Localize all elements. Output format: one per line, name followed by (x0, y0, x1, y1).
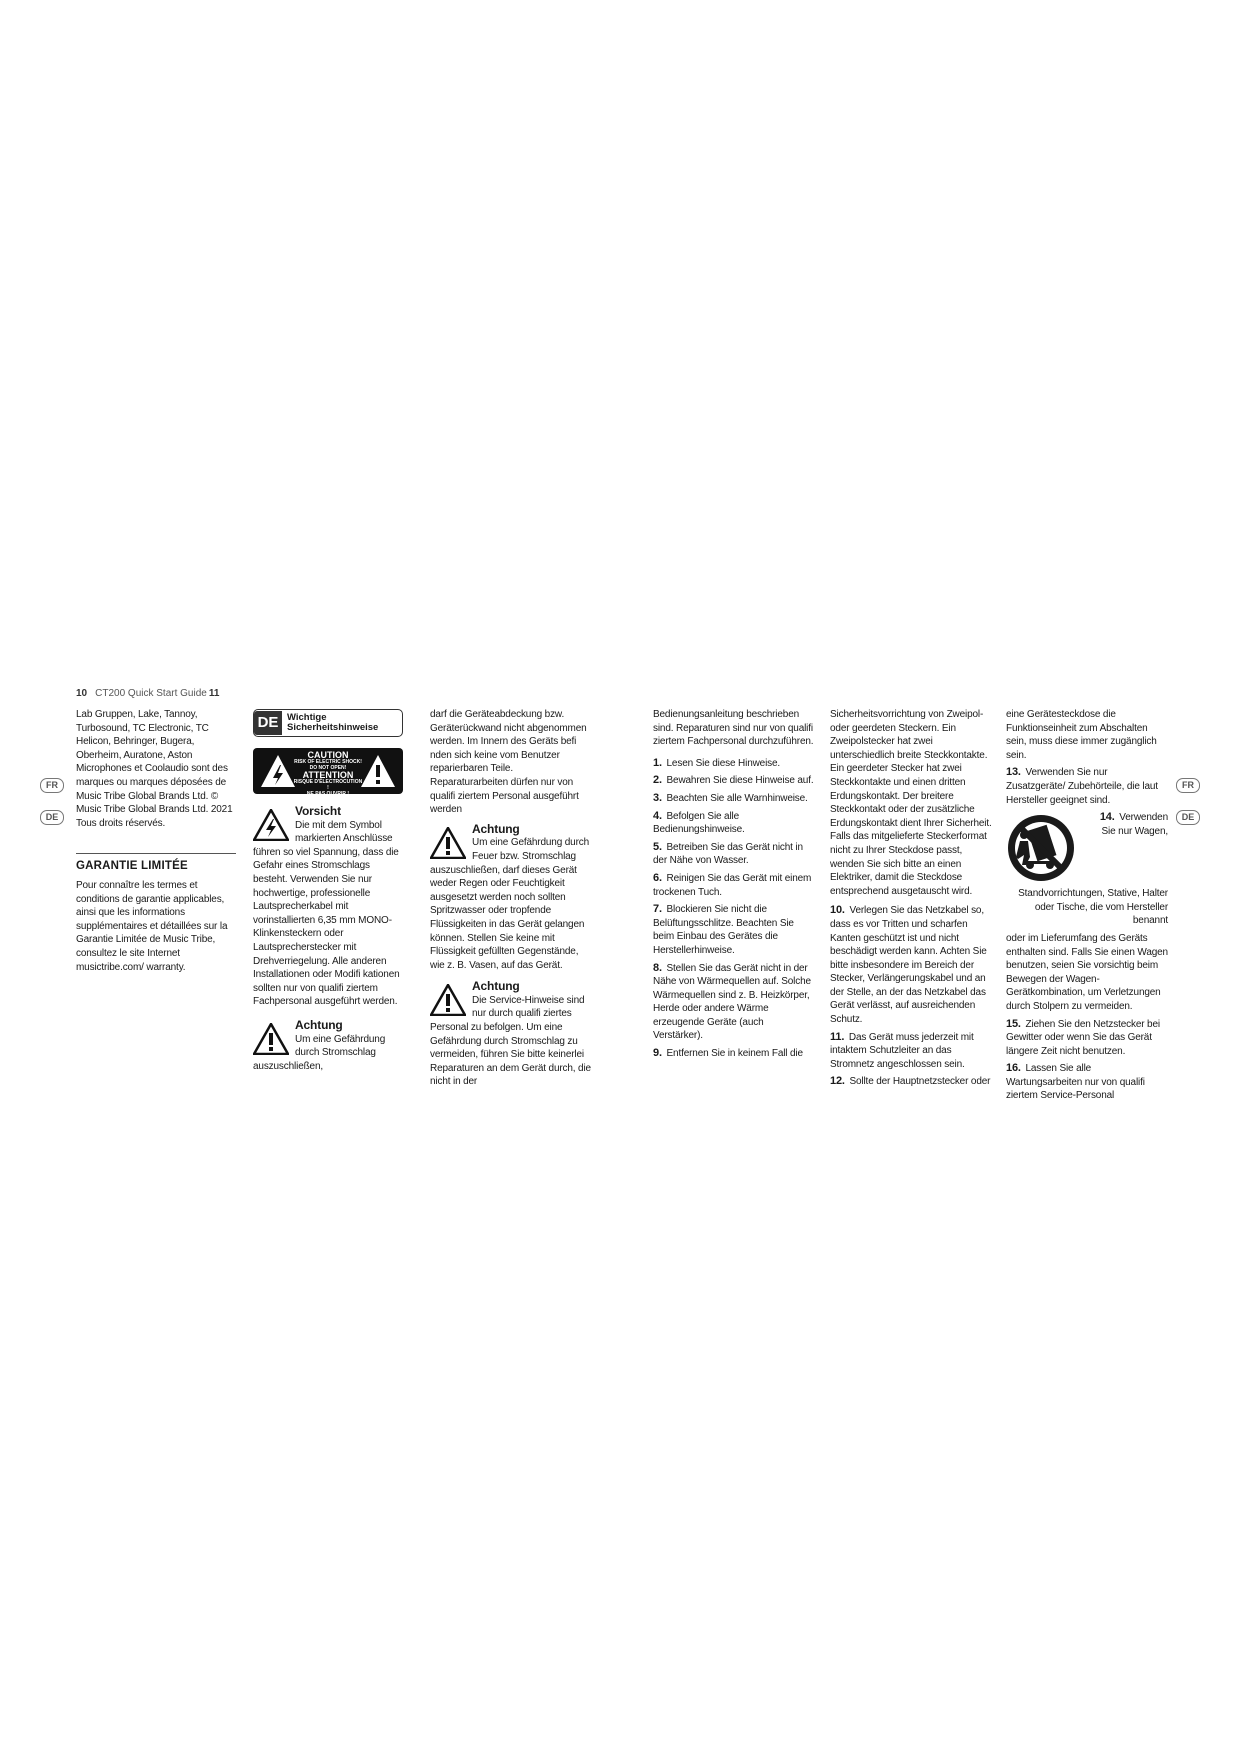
list-item: 16. Lassen Sie alle Wartungsarbeiten nur von qualifi ziertem Service-Personal (1006, 1062, 1145, 1102)
item14-text: Verwenden Sie nur Wagen, Standvorrichtungen, Stative, Halter oder Tische, die vom Hersteller benannt (1018, 812, 1168, 927)
vorsicht-text: Die mit dem Symbol markierten Anschlüsse führen so viel Spannung, dass die Gefahr eines Stromschlags besteht. Verwenden Sie nur hochwertige, professionelle Lautsprecherkabel mit vorinstallierten 6,35 mm MONO-Klinkensteckern oder Lautsprecherstecker mit Drehverriegelung. Alle anderen Installationen oder Modifi kationen sollten nur von qualifi ziertem Fachpersonal ausgeführt werden. (253, 819, 400, 1008)
col3-intro: darf die Geräteabdeckung bzw. Geräterückwand nicht abgenommen werden. Im Innern des Geräts befi nden sich keine vom Benutzer reparierbaren Teile. Reparaturarbeiten dürfen nur von qualifi ziertem Personal ausgeführt werden (430, 709, 587, 816)
de-heading-line1: Wichtige (287, 711, 327, 723)
achtung-service-title: Achtung (472, 979, 520, 994)
exclamation-warning-icon (430, 827, 466, 859)
achtung-block-1 (253, 1019, 403, 1073)
attention-sub-2: NE PAS OUVRIR ! (306, 791, 350, 797)
tab-de-left[interactable]: DE (40, 810, 64, 825)
list-item-14 (1006, 811, 1168, 1013)
right-page-number: 11 (208, 688, 220, 699)
exclamation-triangle-icon (359, 753, 397, 789)
list-item: 2. Bewahren Sie diese Hinweise auf. (653, 774, 814, 787)
tab-de-right[interactable]: DE (1176, 810, 1200, 825)
de-badge: DE (254, 711, 282, 735)
attention-sub-1: RISQUE D'ÉLECTROCUTION ! (293, 779, 363, 791)
guide-title: CT200 Quick Start Guide (95, 688, 207, 699)
vorsicht-block (253, 805, 403, 1009)
list-item: 1. Lesen Sie diese Hinweise. (653, 756, 781, 769)
de-heading-text (282, 713, 378, 734)
de-heading-line2: Sicherheitshinweise (287, 722, 379, 733)
list-item: 11. Das Gerät muss jederzeit mit intaktem Schutzleiter an das Stromnetz angeschlossen sein. (830, 1030, 974, 1070)
achtung-block-3 (430, 980, 592, 1089)
attention-title: ATTENTION (302, 770, 354, 780)
item14-continuation: oder im Lieferumfang des Geräts enthalten sind. Falls Sie einen Wagen benutzen, seien Sie vorsichtig beim Bewegen der Wagen-Gerätkombination, um Verletzungen durch Stolpern zu vermeiden. (1006, 932, 1168, 1012)
achtung-title: Achtung (295, 1017, 343, 1032)
lightning-triangle-icon (259, 753, 297, 789)
col6-intro: eine Gerätesteckdose die Funktionseinheit zum Abschalten sein, muss diese immer zugänglich sein. (1006, 709, 1157, 761)
list-item: 6. Reinigen Sie das Gerät mit einem trockenen Tuch. (653, 871, 812, 898)
warranty-text: Pour connaître les termes et conditions de garantie applicables, ainsi que les informations supplémentaires et détaillées sur la Garantie Limitée de Music Tribe, consultez le site Internet musictribe.com/ warranty. (76, 879, 228, 973)
achtung-service-text: Die Service-Hinweise sind nur durch qualifi ziertes Personal zu befolgen. Um eine Gefährdung durch Stromschlag zu vermeiden, führen Sie bitte keinerlei Reparaturen an dem Gerät durch, die nicht in der (430, 994, 591, 1088)
section-divider (76, 853, 236, 854)
list-item: 10. Verlegen Sie das Netzkabel so, dass es vor Tritten und scharfen Kanten geschützt ist und nicht beschädigt werden kann. Achten Sie bitte insbesondere im Bereich der Stecker, Verlängerungskabel und an der Stelle, an der das Netzkabel das Gerät verlässt, auf ausreichenden Schutz. (830, 904, 987, 1026)
list-item: 3. Beachten Sie alle Warnhinweise. (653, 791, 808, 804)
cart-tip-over-warning-icon (1006, 813, 1076, 883)
list-item: 4. Befolgen Sie alle Bedienungshinweise. (653, 809, 745, 836)
list-item: 12. Sollte der Hauptnetzstecker oder (830, 1075, 991, 1088)
trademark-notice: Lab Gruppen, Lake, Tannoy, Turbosound, TC Electronic, TC Helicon, Behringer, Bugera, Oberheim, Auratone, Aston Microphones et Coolaudio sont des marques ou marques déposées de Music Tribe Global Brands Ltd. © Music Tribe Global Brands Ltd. 2021 Tous droits réservés. (76, 709, 233, 829)
de-safety-heading (253, 709, 403, 737)
column-5 (830, 708, 992, 1093)
page-header (76, 688, 219, 699)
list-item: 9. Entfernen Sie in keinem Fall die (653, 1047, 803, 1060)
col4-intro: Bedienungsanleitung beschrieben sind. Reparaturen sind nur von qualifi ziertem Fachpersonal durchzuführen. (653, 709, 814, 748)
column-4 (653, 708, 815, 1065)
list-item: 8. Stellen Sie das Gerät nicht in der Nähe von Wärmequellen auf. Solche Wärmequellen sind z. B. Heizkörper, Herde oder andere Wärme erzeugende Geräte (auch Verstärker). (653, 961, 811, 1042)
achtung-block-2 (430, 823, 592, 973)
column-6 (1006, 708, 1168, 1107)
item14-number: 14. (1099, 811, 1115, 824)
achtung-fire-title: Achtung (472, 821, 520, 836)
column-3 (430, 708, 592, 1089)
lightning-warning-icon (253, 809, 289, 841)
achtung-text: Um eine Gefährdung durch Stromschlag auszuschließen, (253, 1033, 386, 1072)
tab-fr-left[interactable]: FR (40, 778, 64, 793)
exclamation-warning-icon (430, 984, 466, 1016)
achtung-fire-text: Um eine Gefährdung durch Feuer bzw. Stromschlag auszuschließen, darf dieses Gerät weder Regen oder Feuchtigkeit ausgesetzt werden noch sollten Spritzwasser oder tropfende Flüssigkeiten in das Gerät gelangen können. Stellen Sie keine mit Flüssigkeit gefüllten Gegenstände, wie z. B. Vasen, auf das Gerät. (430, 837, 590, 971)
col5-intro: Sicherheitsvorrichtung von Zweipol- oder geerdeten Steckern. Ein Zweipolstecker hat zwei unterschiedlich breite Steckkontakte. Ein geerdeter Stecker hat zwei Steckkontakte und einen dritten Erdungskontakt. Der breitere Steckkontakt oder der zusätzliche Erdungskontakt dient Ihrer Sicherheit. Falls das mitgelieferte Steckerformat nicht zu Ihrer Steckdose passt, wenden Sie sich bitte an einen Elektriker, damit die Steckdose entsprechend ausgetauscht wird. (830, 709, 992, 897)
left-page-number: 10 (76, 688, 88, 699)
exclamation-warning-icon (253, 1023, 289, 1055)
list-item: 5. Betreiben Sie das Gerät nicht in der Nähe von Wasser. (653, 840, 803, 867)
tab-fr-right[interactable]: FR (1176, 778, 1200, 793)
list-item: 7. Blockieren Sie nicht die Belüftungsschlitze. Beachten Sie beim Einbau des Gerätes die Herstellerhinweise. (653, 903, 794, 956)
vorsicht-title: Vorsicht (295, 804, 341, 818)
list-item: 15. Ziehen Sie den Netzstecker bei Gewitter oder wenn Sie das Gerät längere Zeit nicht benutzen. (1006, 1017, 1160, 1057)
column-2 (253, 709, 403, 1073)
list-item: 13. Verwenden Sie nur Zusatzgeräte/ Zubehörteile, die laut Hersteller geeignet sind. (1006, 766, 1158, 806)
caution-sub-1: RISK OF ELECTRIC SHOCK! (294, 759, 362, 765)
caution-sub-2: DO NOT OPEN! (309, 765, 347, 771)
caution-text (293, 751, 363, 797)
caution-label (253, 748, 403, 797)
column-1 (76, 708, 236, 974)
caution-title: CAUTION (307, 750, 349, 760)
warranty-title: GARANTIE LIMITÉE (76, 860, 188, 873)
